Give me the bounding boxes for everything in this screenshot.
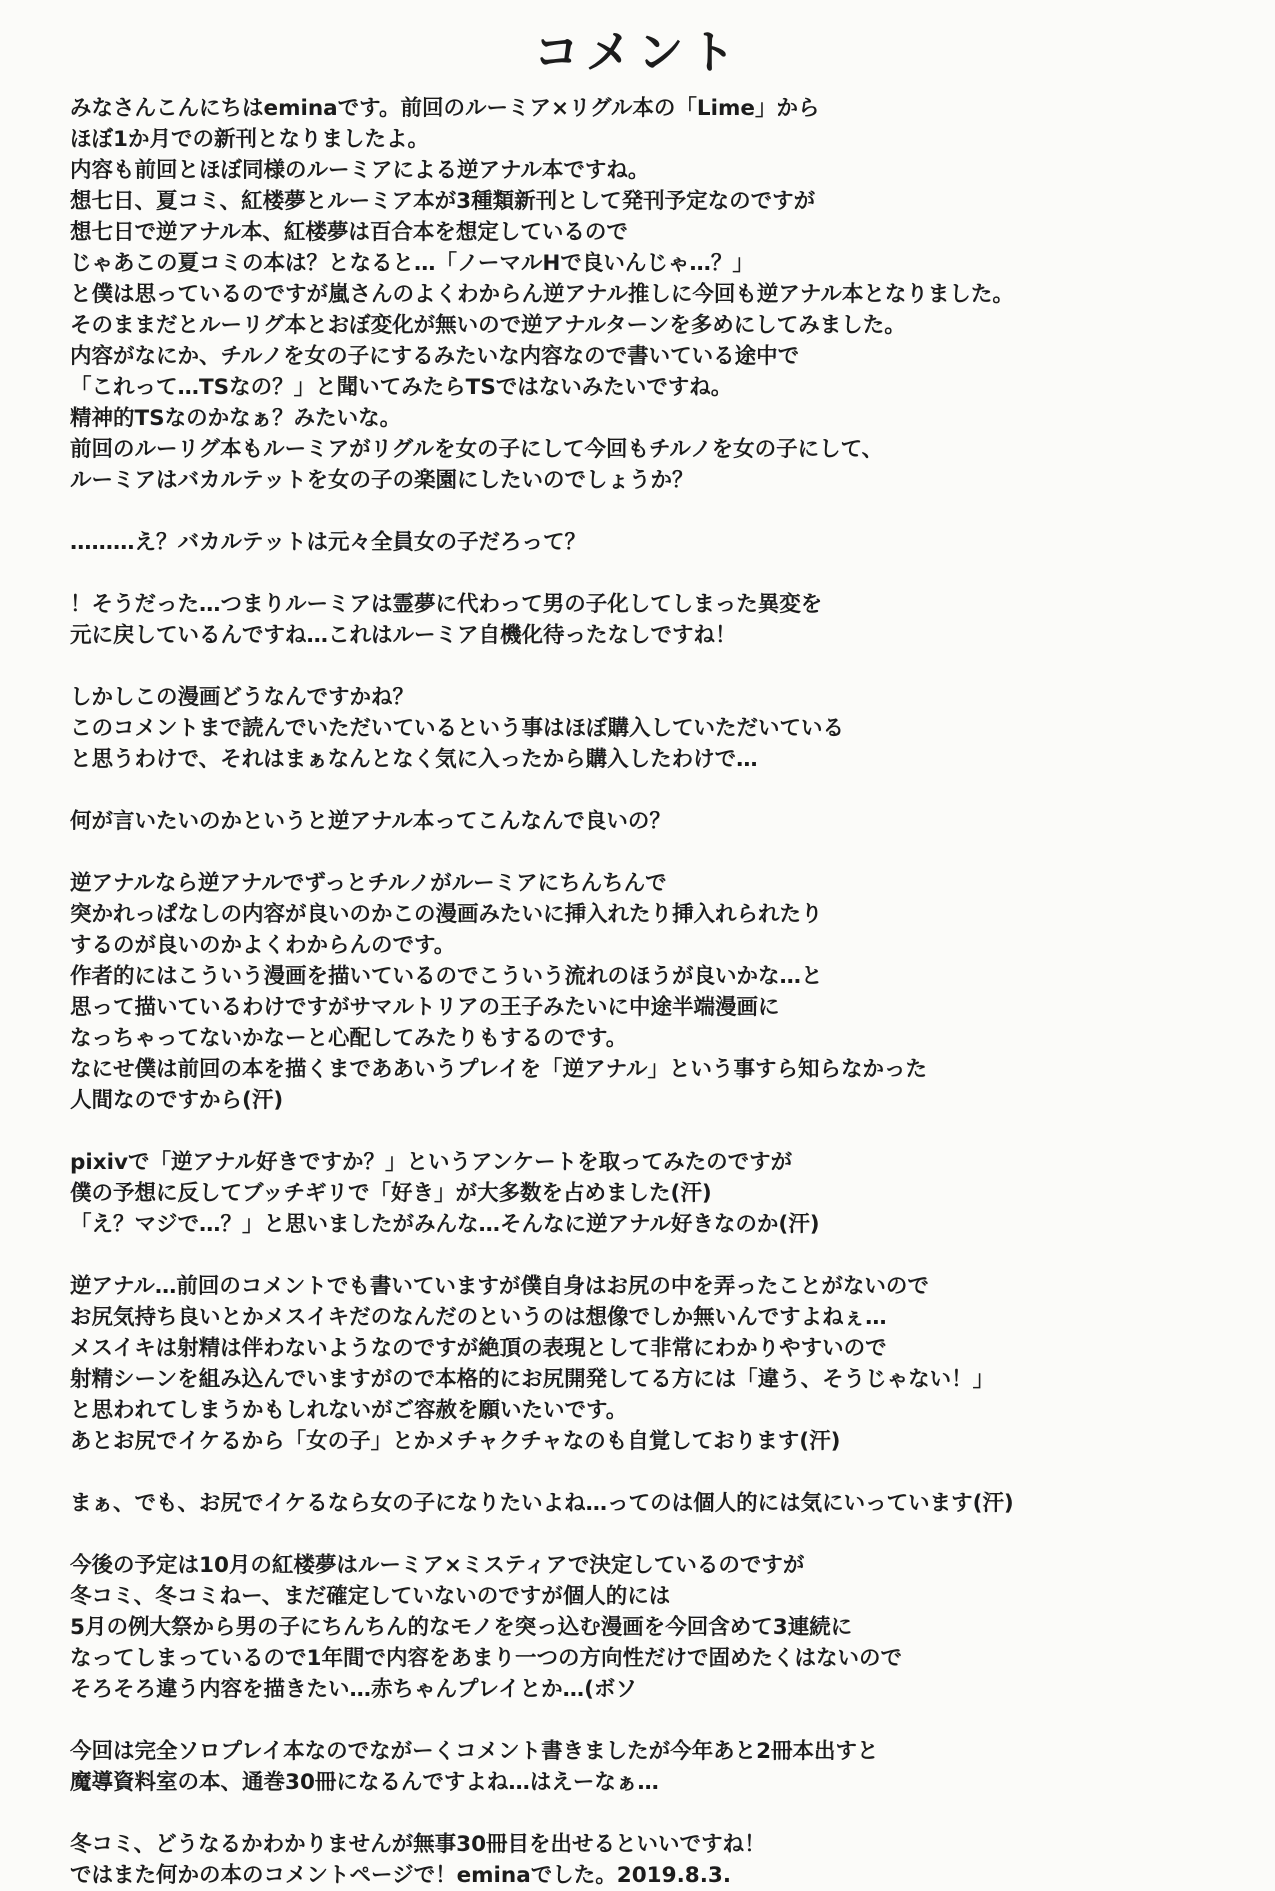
paragraph — [70, 682, 1220, 775]
text-line: 元に戻しているんですね…これはルーミア自機化待ったなしですね！ — [70, 623, 737, 648]
paragraph — [70, 1736, 1220, 1798]
paragraph-gap — [70, 651, 1220, 682]
text-line: と思われてしまうかもしれないがご容赦を願いたいです。 — [70, 1398, 628, 1423]
paragraph-gap — [70, 1116, 1220, 1147]
text-line: このコメントまで読んでいただいているという事はほぼ購入していただいている — [70, 716, 845, 741]
page-title: コメント — [533, 25, 742, 79]
text-line: しかしこの漫画どうなんですかね？ — [70, 685, 415, 710]
text-line: ………え？バカルテットは元々全員女の子だろって？ — [70, 530, 587, 555]
text-line: なにせ僕は前回の本を描くまでああいうプレイを「逆アナル」という事すら知らなかった — [70, 1057, 927, 1082]
paragraph-gap — [70, 775, 1220, 806]
text-line: 今回は完全ソロプレイ本なのでながーくコメント書きましたが今年あと2冊本出すと — [70, 1739, 879, 1764]
text-line: 冬コミ、どうなるかわかりませんが無事30冊目を出せるといいですね！ — [70, 1832, 766, 1857]
text-line: 突かれっぱなしの内容が良いのかこの漫画みたいに挿入れたり挿入れられたり — [70, 902, 823, 927]
paragraph-gap — [70, 558, 1220, 589]
paragraph-gap — [70, 1705, 1220, 1736]
text-line: ではまた何かの本のコメントページで！eminaでした。2019.8.3. — [70, 1863, 732, 1888]
paragraph — [70, 589, 1220, 651]
text-line: 思って描いているわけですがサマルトリアの王子みたいに中途半端漫画に — [70, 995, 780, 1020]
paragraph-gap — [70, 1457, 1220, 1488]
text-line: なってしまっているので1年間で内容をあまり一つの方向性だけで固めたくはないので — [70, 1646, 902, 1671]
text-line: ルーミアはバカルテットを女の子の楽園にしたいのでしょうか？ — [70, 468, 694, 493]
paragraph-gap — [70, 1798, 1220, 1829]
paragraph — [70, 93, 1220, 496]
text-line: 内容がなにか、チルノを女の子にするみたいな内容なので書いている途中で — [70, 344, 800, 369]
paragraph — [70, 1271, 1220, 1457]
paragraph — [70, 1488, 1220, 1519]
paragraph — [70, 1550, 1220, 1705]
paragraph — [70, 1829, 1220, 1891]
paragraph-gap — [70, 837, 1220, 868]
text-line: 魔導資料室の本、通巻30冊になるんですよね…はえーなぁ… — [70, 1770, 659, 1795]
text-line: 今後の予定は10月の紅楼夢はルーミア×ミスティアで決定しているのですが — [70, 1553, 805, 1578]
paragraph — [70, 527, 1220, 558]
text-line: するのが良いのかよくわからんのです。 — [70, 933, 456, 958]
text-line: 射精シーンを組み込んでいますがので本格的にお尻開発してる方には「違う、そうじゃない！」 — [70, 1367, 995, 1392]
text-line: メスイキは射精は伴わないようなのですが絶頂の表現として非常にわかりやすいので — [70, 1336, 887, 1361]
text-line: 「これって…TSなの？」と聞いてみたらTSではないみたいですね。 — [70, 375, 733, 400]
text-line: pixivで「逆アナル好きですか？」というアンケートを取ってみたのですが — [70, 1150, 793, 1175]
text-line: 精神的TSなのかなぁ？みたいな。 — [70, 406, 402, 431]
paragraph — [70, 806, 1220, 837]
paragraph-gap — [70, 1240, 1220, 1271]
text-line: 逆アナルなら逆アナルでずっとチルノがルーミアにちんちんで — [70, 871, 667, 896]
text-line: 前回のルーリグ本もルーミアがリグルを女の子にして今回もチルノを女の子にして、 — [70, 437, 884, 462]
paragraph-gap — [70, 1519, 1220, 1550]
text-line: 逆アナル…前回のコメントでも書いていますが僕自身はお尻の中を弄ったことがないので — [70, 1274, 929, 1299]
text-line: 想七日、夏コミ、紅楼夢とルーミア本が3種類新刊として発刊予定なのですが — [70, 189, 816, 214]
text-line: 「え？マジで…？」と思いましたがみんな…そんなに逆アナル好きなのか(汗) — [70, 1212, 820, 1237]
text-line: 何が言いたいのかというと逆アナル本ってこんなんで良いの？ — [70, 809, 671, 834]
paragraph — [70, 868, 1220, 1116]
text-line: 人間なのですから(汗) — [70, 1088, 284, 1113]
text-line: じゃあこの夏コミの本は？となると…「ノーマルHで良いんじゃ…？」 — [70, 251, 754, 276]
text-line: なっちゃってないかなーと心配してみたりもするのです。 — [70, 1026, 628, 1051]
text-line: ！そうだった…つまりルーミアは霊夢に代わって男の子化してしまった異変を — [70, 592, 823, 617]
text-line: と思うわけで、それはまぁなんとなく気に入ったから購入したわけで… — [70, 747, 758, 772]
comment-body — [70, 93, 1220, 1891]
text-line: そろそろ違う内容を描きたい…赤ちゃんプレイとか…(ボソ — [70, 1677, 637, 1702]
text-line: あとお尻でイケるから「女の子」とかメチャクチャなのも自覚しております(汗) — [70, 1429, 841, 1454]
text-line: 想七日で逆アナル本、紅楼夢は百合本を想定しているので — [70, 220, 628, 245]
text-line: まぁ、でも、お尻でイケるなら女の子になりたいよね…ってのは個人的には気にいっています(汗) — [70, 1491, 1014, 1516]
text-line: そのままだとルーリグ本とおぼ変化が無いので逆アナルターンを多めにしてみました。 — [70, 313, 906, 338]
text-line: 5月の例大祭から男の子にちんちん的なモノを突っ込む漫画を今回含めて3連続に — [70, 1615, 853, 1640]
paragraph-gap — [70, 496, 1220, 527]
text-line: 僕の予想に反してブッチギリで「好き」が大多数を占めました(汗) — [70, 1181, 712, 1206]
text-line: 冬コミ、冬コミねー、まだ確定していないのですが個人的には — [70, 1584, 671, 1609]
text-line: 作者的にはこういう漫画を描いているのでこういう流れのほうが良いかな…と — [70, 964, 823, 989]
text-line: ほぼ1か月での新刊となりましたよ。 — [70, 127, 429, 152]
text-line: と僕は思っているのですが嵐さんのよくわからん逆アナル推しに今回も逆アナル本となりました。 — [70, 282, 1014, 307]
text-line: 内容も前回とほぼ同様のルーミアによる逆アナル本ですね。 — [70, 158, 650, 183]
paragraph — [70, 1147, 1220, 1240]
text-line: みなさんこんにちはeminaです。前回のルーミア×リグル本の「Lime」から — [70, 96, 820, 121]
text-line: お尻気持ち良いとかメスイキだのなんだのというのは想像でしか無いんですよねぇ… — [70, 1305, 887, 1330]
